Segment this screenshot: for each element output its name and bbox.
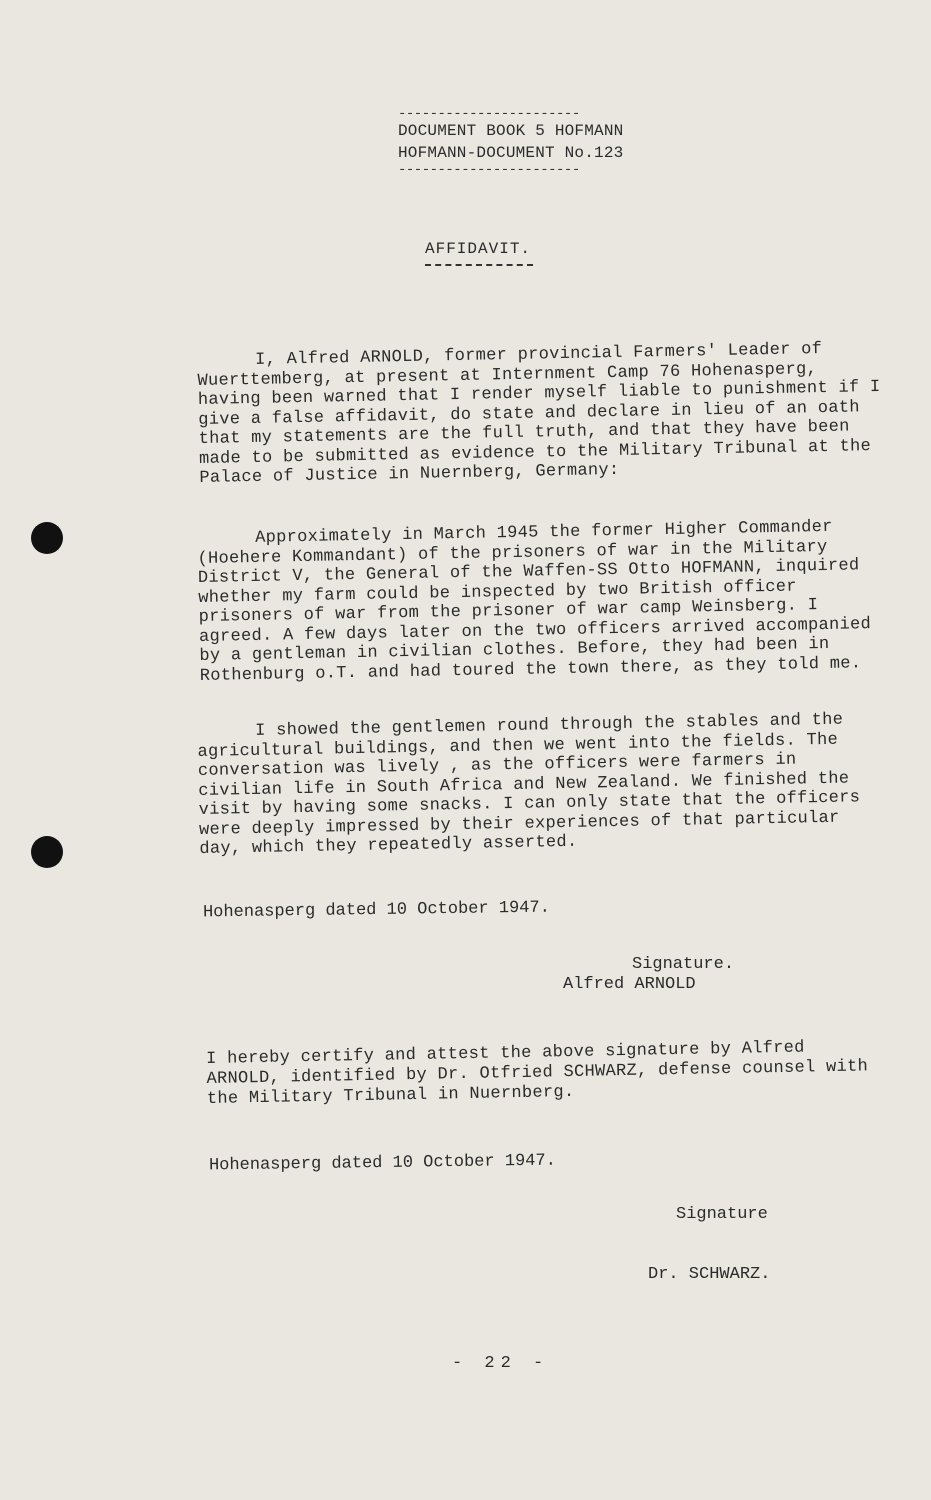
signatory-name-2: Dr. SCHWARZ. bbox=[648, 1265, 771, 1284]
document-header bbox=[398, 108, 623, 176]
header-line-1: DOCUMENT BOOK 5 HOFMANN bbox=[398, 122, 624, 140]
certification-paragraph: I hereby certify and attest the above signature by Alfred ARNOLD, identified by Dr. Otfried SCHWARZ, defense counsel with the Military Tribunal in Nuernberg. bbox=[206, 1038, 869, 1109]
page-number: - 22 - bbox=[452, 1354, 550, 1373]
punch-hole-top bbox=[31, 522, 63, 554]
body-paragraph-1: Approximately in March 1945 the former Higher Commander (Hoehere Kommandant) of the prisoners of war in the Military District V, the General of the Waffen-SS Otto HOFMANN, inquired whether my farm could be inspected by two British officer prisoners of war from the prisoner of war camp Weinsberg. I agreed. A few days later on the two officers arrived accompanied by a gentleman in civilian clothes. Before, they had been in Rothenburg o.T. and had toured the town there, as they told me. bbox=[197, 517, 872, 686]
page-title: AFFIDAVIT. bbox=[425, 240, 532, 258]
signature-label-1: Signature. bbox=[632, 955, 735, 974]
header-top-dashes: ----------------------- bbox=[398, 106, 580, 122]
signature-label-2: Signature bbox=[676, 1205, 768, 1224]
intro-paragraph: I, Alfred ARNOLD, former provincial Farmers' Leader of Wuerttemberg, at present at Internment Camp 76 Hohenasperg, having been warned that I render myself liable to punishment if I give a false affidavit, do state and declare in lieu of an oath that my statements are the full truth, and that they have been made to be submitted as evidence to the Military Tribunal at the Palace of Justice in Nuernberg, Germany: bbox=[197, 339, 881, 488]
affidavit-date: Hohenasperg dated 10 October 1947. bbox=[202, 898, 550, 923]
header-line-2: HOFMANN-DOCUMENT No.123 bbox=[398, 144, 624, 162]
body-paragraph-2: I showed the gentlemen round through the stables and the agricultural buildings, and then we went into the fields. The conversation was lively , as the officers were farmers in civilian life in South Africa and New Zealand. We finished the visit by having some snacks. I can only state that the officers were deeply impressed by their experiences of that particular day, which they repeatedly asserted. bbox=[197, 710, 861, 859]
title-underline bbox=[425, 264, 533, 266]
punch-hole-bottom bbox=[31, 836, 63, 868]
signatory-name-1: Alfred ARNOLD bbox=[563, 975, 696, 994]
header-bottom-dashes: ----------------------- bbox=[398, 162, 580, 178]
certification-date: Hohenasperg dated 10 October 1947. bbox=[208, 1151, 556, 1176]
